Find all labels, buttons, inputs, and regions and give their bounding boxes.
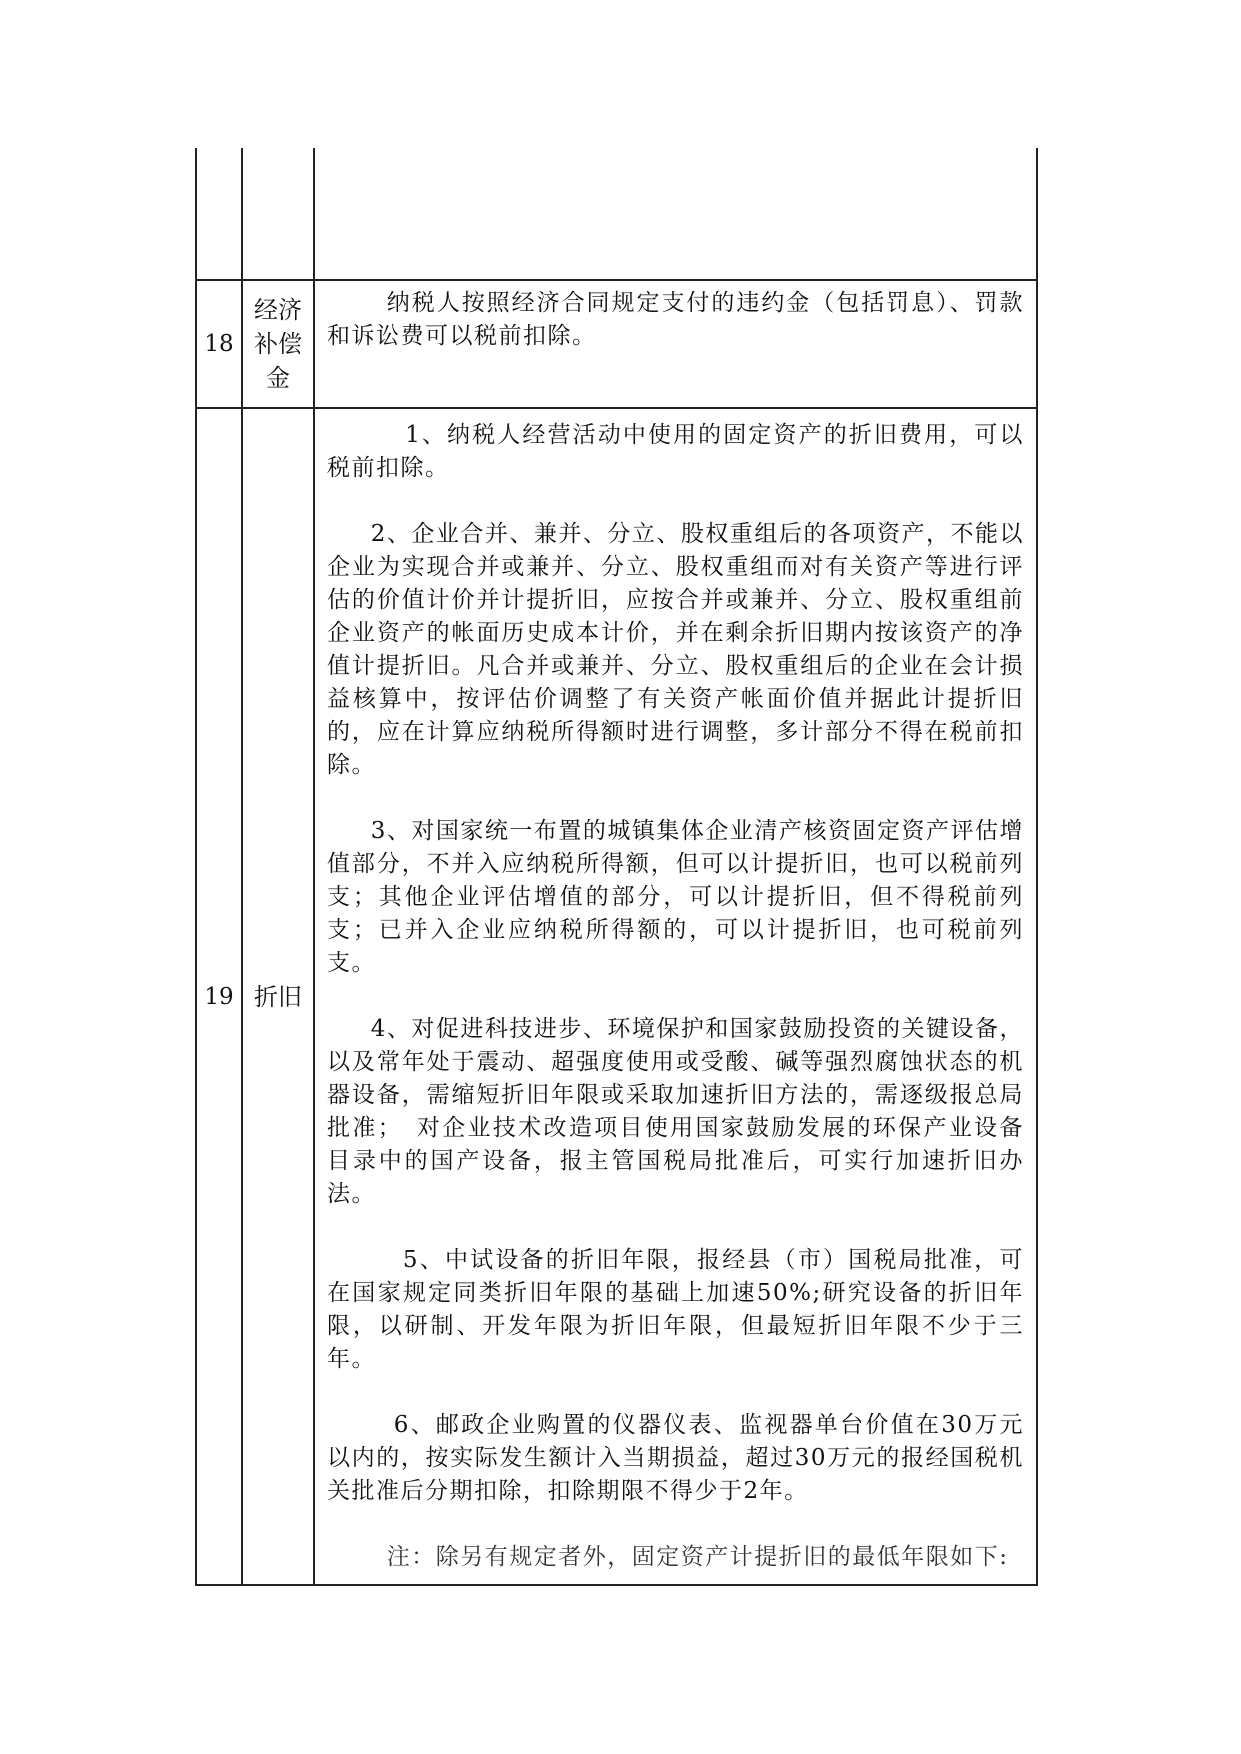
row-number-cell: 18 — [196, 280, 242, 408]
row-name-cell — [242, 148, 314, 280]
row-number-cell: 19 — [196, 408, 242, 1585]
table-row-continuation — [196, 148, 1037, 280]
row-number-cell — [196, 148, 242, 280]
row-body-cell — [314, 148, 1037, 280]
clause-paragraph-2: 2、企业合并、兼并、分立、股权重组后的各项资产，不能以企业为实现合并或兼并、分立、股权重组而对有关资产等进行评估的价值计价并计提折旧，应按合并或兼并、分立、股权重组前企业资产的帐面历史成本计价，并在剩余折旧期内按该资产的净值计提折旧。凡合并或兼并、分立、股权重组后的企业在会计损益核算中，按评估价调整了有关资产帐面价值并据此计提折旧的，应在计算应纳税所得额时进行调整，多计部分不得在税前扣除。 — [327, 521, 1024, 778]
clause-paragraph-1: 1、纳税人经营活动中使用的固定资产的折旧费用，可以税前扣除。 — [327, 422, 1024, 481]
row-body-cell — [314, 408, 1037, 1585]
clause-paragraph-4: 4、对促进科技进步、环境保护和国家鼓励投资的关键设备，以及常年处于震动、超强度使用或受酸、碱等强烈腐蚀状态的机器设备，需缩短折旧年限或采取加速折旧方法的，需逐级报总局批准； 对企业技术改造项目使用国家鼓励发展的环保产业设备目录中的国产设备，报主管国税局批准后，可实行加速折旧办法。 — [327, 1016, 1024, 1207]
table-row-18 — [196, 280, 1037, 408]
tax-deduction-table — [195, 148, 1038, 1586]
clause-text: 纳税人按照经济合同规定支付的违约金（包括罚息）、罚款和诉讼费可以税前扣除。 — [327, 290, 1024, 349]
row-body-cell — [314, 280, 1037, 408]
row-name-cell: 经济补偿金 — [242, 280, 314, 408]
clause-paragraph-5: 5、中试设备的折旧年限，报经县（市）国税局批准，可在国家规定同类折旧年限的基础上加速50%;研究设备的折旧年限，以研制、开发年限为折旧年限，但最短折旧年限不少于三年。 — [327, 1247, 1024, 1372]
clause-note: 注：除另有规定者外，固定资产计提折旧的最低年限如下: — [386, 1544, 1009, 1570]
row-name-cell: 折旧 — [242, 408, 314, 1585]
clause-paragraph-3: 3、对国家统一布置的城镇集体企业清产核资固定资产评估增值部分，不并入应纳税所得额，但可以计提折旧，也可以税前列支；其他企业评估增值的部分，可以计提折旧，但不得税前列支；已并入企业应纳税所得额的，可以计提折旧，也可税前列支。 — [327, 818, 1024, 976]
clause-paragraph-6: 6、邮政企业购置的仪器仪表、监视器单台价值在30万元以内的，按实际发生额计入当期损益，超过30万元的报经国税机关批准后分期扣除，扣除期限不得少于2年。 — [327, 1412, 1024, 1504]
table-row-19 — [196, 408, 1037, 1585]
